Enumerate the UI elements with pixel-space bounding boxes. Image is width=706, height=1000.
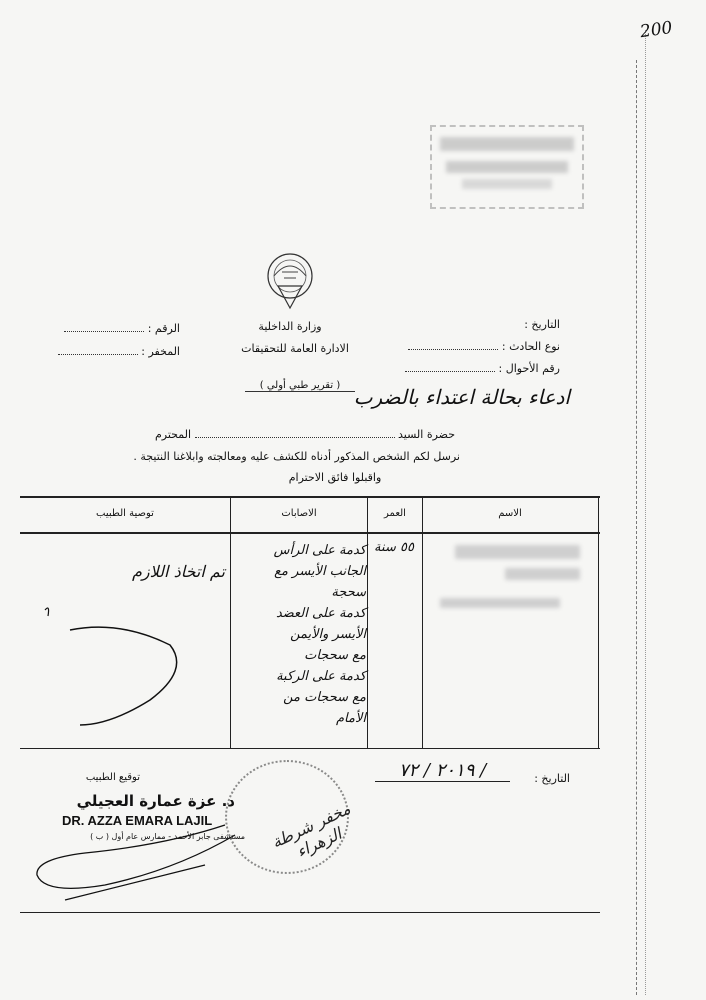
bottom-divider [20,912,600,913]
scan-edge-line [636,60,637,995]
injury-line: مع سحجات من [283,690,366,705]
table-header-name: الاسم [498,508,522,519]
date-field-label: التاريخ : [524,318,560,331]
redacted-name [505,568,580,580]
addressee-suffix: المحترم [154,428,192,441]
table-top-border [20,496,600,498]
footer-date-label: التاريخ : [534,772,570,785]
doctor-signature-label: توقيع الطبيب [85,772,140,783]
doctor-facility: مستشفى جابر الأحمد - ممارس عام أول ( ب ) [90,832,245,841]
faded-stamp [430,125,584,209]
reference-number-field [30,322,180,335]
table-header-recommendation: توصية الطبيب [96,508,154,519]
table-right-border [598,496,599,748]
request-text: نرسل لكم الشخص المذكور أدناه للكشف عليه ومعالجته وابلاغنا النتيجة . [133,450,460,463]
doctor-scribble [40,600,200,740]
scan-edge-line [645,30,646,995]
injury-line: مع سحجات [304,648,366,663]
incident-type-label: نوع الحادث : [501,340,560,353]
police-stamp-text: مخفر شرطة الزهراء [268,798,354,862]
injury-line: كدمة على العضد [275,606,366,621]
table-column-divider [230,496,231,748]
page-number: 200 [638,17,674,43]
injury-line: كدمة على الركبة [276,669,366,684]
table-header-injuries: الاصابات [281,508,317,519]
records-number-label: رقم الأحوال : [498,362,560,375]
table-bottom-border [20,748,600,749]
injuries-list [236,540,366,729]
injury-line: الأيسر والأيمن [290,627,366,642]
incident-type-field [380,340,560,353]
addressee-value [195,437,395,438]
reference-number-value [64,331,144,332]
doctor-name-en: DR. AZZA EMARA LAJIL [62,813,213,828]
records-number-value [405,371,495,372]
ministry-title: وزارة الداخلية [258,320,322,333]
doctor-recommendation: تم اتخاذ اللازم [132,562,225,581]
doctor-signature [25,815,245,905]
addressee-label: حضرة السيد [398,428,455,441]
report-type: ( تقرير طبي أولي ) [245,380,355,392]
injury-line: سحجة [331,585,366,600]
patient-age: ٥٥ سنة [374,540,414,555]
redacted-name [455,545,580,559]
date-field [400,318,560,331]
incident-type-value [408,349,498,350]
addressee-line [85,428,455,441]
handwritten-subject: ادعاء بحالة اعتداء بالضرب [353,385,570,409]
police-station-field [30,345,180,358]
police-station-value [58,354,138,355]
injury-line: الأمام [336,711,366,726]
injury-line: الجانب الأيسر مع [274,564,366,579]
injury-line: كدمة على الرأس [273,543,366,558]
table-column-divider [367,496,368,748]
reference-number-label: الرقم : [147,322,180,335]
police-station-label: المخفر : [141,345,180,358]
department-title: الادارة العامة للتحقيقات [241,342,349,355]
records-number-field [380,362,560,375]
closing-text: واقبلوا فائق الاحترام [288,471,382,484]
kuwait-emblem-icon [260,250,320,312]
redacted-id [440,598,560,608]
doctor-name-ar: د. عزة عمارة العجيلي [76,792,235,810]
table-header-border [20,532,600,534]
table-header-age: العمر [384,508,406,519]
footer-date-value: ٢٠١٩ / ٧٢ / [375,760,510,782]
table-column-divider [422,496,423,748]
